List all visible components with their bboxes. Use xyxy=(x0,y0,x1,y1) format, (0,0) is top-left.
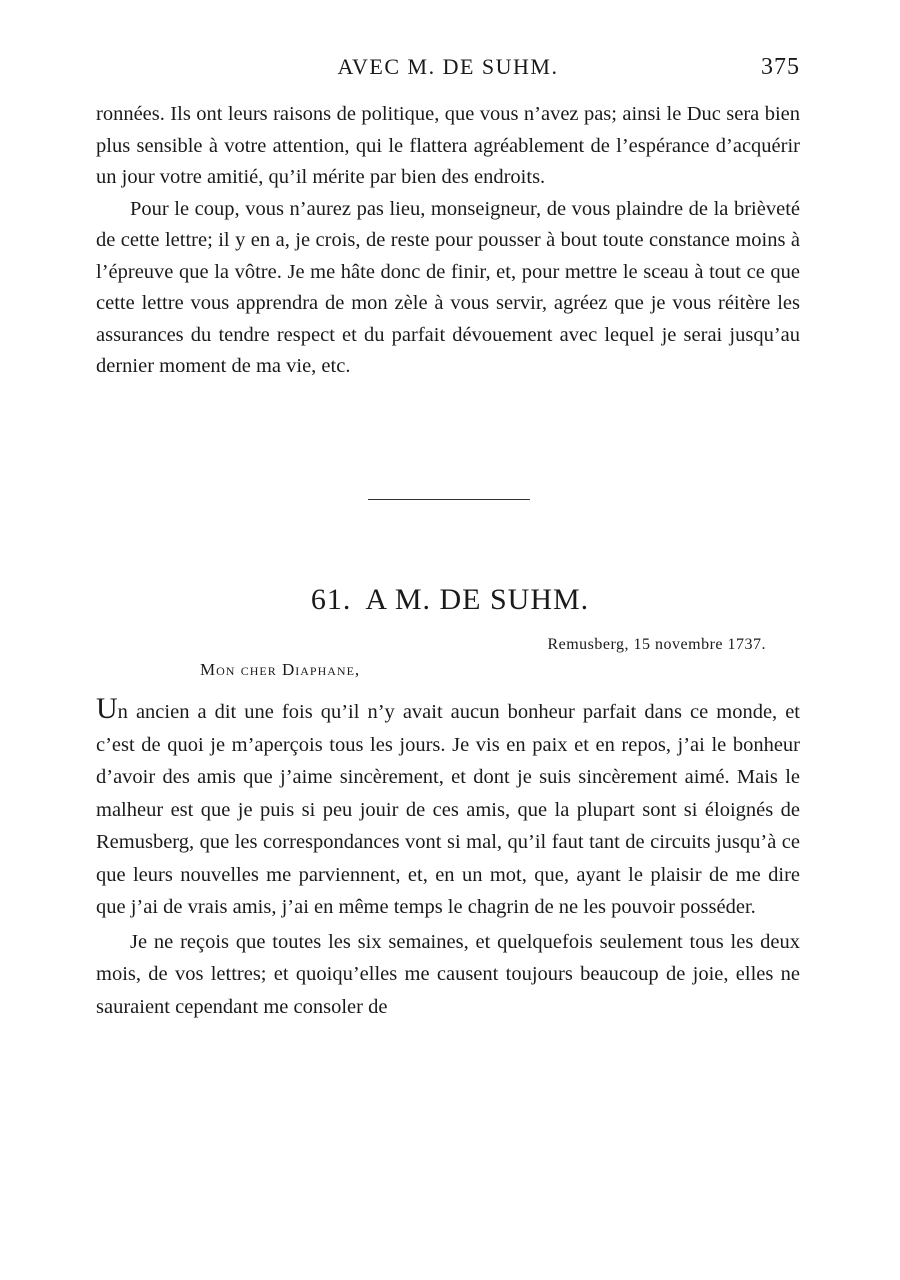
section-divider xyxy=(368,499,530,500)
letter-heading xyxy=(0,583,900,617)
letter-title: A M. DE SUHM. xyxy=(365,583,590,616)
paragraph: Pour le coup, vous n’aurez pas lieu, monseigneur, de vous plaindre de la brièveté de cette lettre; il y en a, je crois, de reste pour pousser à bout toute constance moins à l’épreuve que la vôtre. Je me hâte donc de finir, et, pour mettre le sceau à tout ce que cette lettre vous apprendra de mon zèle à vous servir, agréez que je vous réitère les assurances du tendre respect et du parfait dévouement avec lequel je serai jusqu’au dernier moment de ma vie, etc. xyxy=(96,197,800,377)
page-number: 375 xyxy=(761,54,800,80)
paragraph: Je ne reçois que toutes les six semaines, et quelquefois seulement tous les deux mois, de vos lettres; et quoiqu’elles me causent toujours beaucoup de joie, elles ne sauraient cependant me consoler de xyxy=(96,930,800,1018)
running-title: AVEC M. DE SUHM. xyxy=(337,54,559,79)
letter-body xyxy=(96,692,800,1023)
running-head xyxy=(96,54,800,86)
previous-letter-ending xyxy=(96,99,800,383)
letter-dateline: Remusberg, 15 novembre 1737. xyxy=(547,636,766,653)
letter-salutation: Mon cher Diaphane, xyxy=(200,660,361,679)
paragraph: ronnées. Ils ont leurs raisons de politique, que vous n’avez pas; ainsi le Duc sera bien plus sensible à votre attention, qui le flattera agréablement de l’espérance d’acquérir un jour votre amitié, qu’il mérite par bien des endroits. xyxy=(96,103,800,188)
paragraph xyxy=(96,692,800,924)
drop-cap: U xyxy=(96,692,118,725)
paragraph-text: n ancien a dit une fois qu’il n’y avait aucun bonheur parfait dans ce monde, et c’est de quoi je m’aperçois tous les jours. Je vis en paix et en repos, j’ai le bonheur d’avoir des amis que j’aime sincèrement, et dont je suis sincèrement aimé. Mais le malheur est que je puis si peu jouir de ces amis, que la plupart sont si éloignés de Remusberg, que les correspondances vont si mal, qu’il faut tant de circuits jusqu’à ce que leurs nouvelles me parviennent, et, en un mot, que, ayant le plaisir de me dire que j’ai de vrais amis, j’ai en même temps le chagrin de ne les pouvoir posséder. xyxy=(96,701,800,918)
letter-number: 61. xyxy=(310,583,352,616)
